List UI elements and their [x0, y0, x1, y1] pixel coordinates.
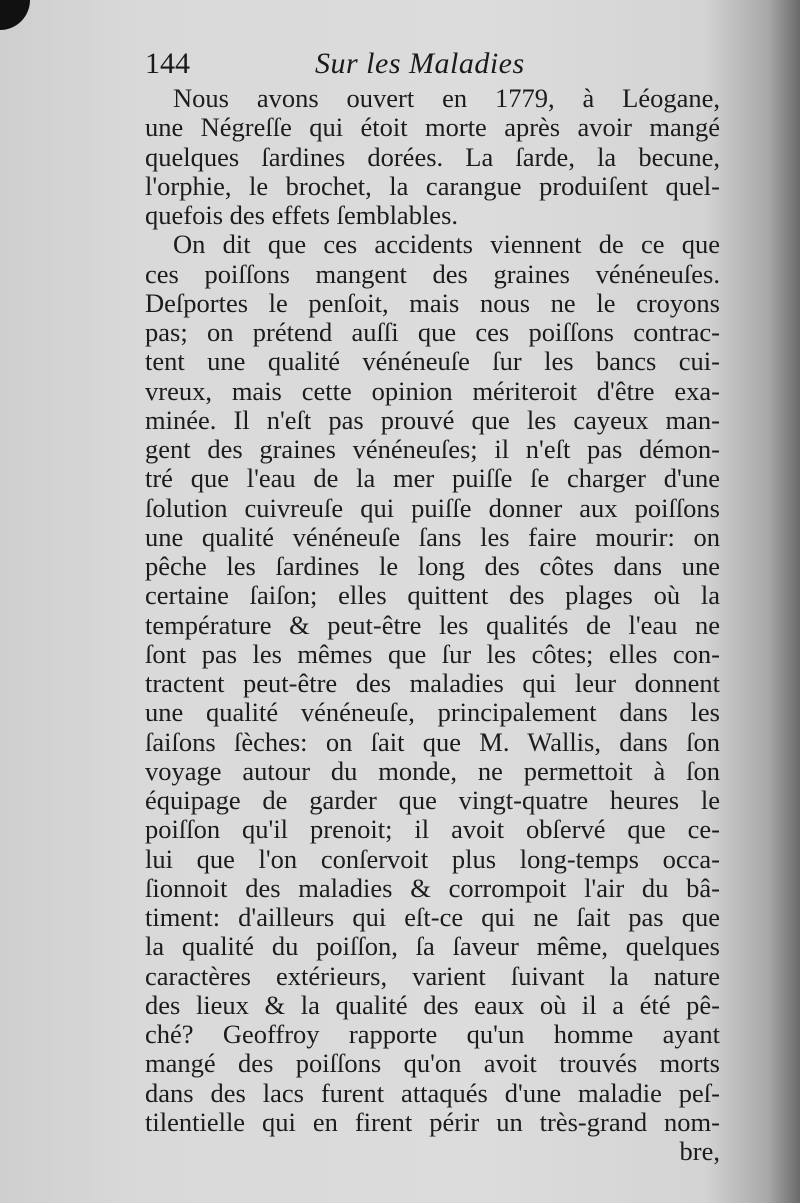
- text-line: une qualité vénéneuſe, principalement dans les: [145, 697, 720, 728]
- text-line: une qualité vénéneuſe ſans les faire mourir: on: [145, 521, 720, 552]
- text-line: pêche les ſardines le long des côtes dans une: [145, 551, 720, 581]
- text-line: ſolution cuivreuſe qui puiſſe donner aux poiſſons: [145, 492, 720, 523]
- text-line: voyage autour du monde, ne permettoit à ſon: [145, 755, 720, 786]
- text-line: l'orphie, le brochet, la carangue produiſent quel-: [145, 170, 720, 201]
- text-line: tré que l'eau de la mer puiſſe ſe charger d'une: [145, 463, 720, 494]
- catchword: bre,: [679, 1136, 720, 1166]
- text-line: mangé des poiſſons qu'on avoit trouvés morts: [145, 1048, 720, 1079]
- text-line: quefois des effets ſemblables.: [145, 200, 459, 230]
- text-line: minée. Il n'eſt pas prouvé que les cayeux man-: [145, 404, 720, 435]
- body-text: [145, 84, 720, 1166]
- text-line: timent: d'ailleurs qui eſt-ce qui ne ſait pas que: [145, 902, 720, 932]
- text-line: ſionnoit des maladies & corrompoit l'air du bâ-: [145, 872, 720, 903]
- text-line: dans des lacs furent attaqués d'une maladie peſ-: [145, 1077, 720, 1108]
- text-line: pas; on prétend auſſi que ces poiſſons contrac-: [145, 317, 720, 347]
- text-line: vreux, mais cette opinion mériteroit d'être exa-: [145, 375, 720, 406]
- text-line: une Négreſſe qui étoit morte après avoir mangé: [145, 112, 720, 143]
- text-line: température & peut-être les qualités de l'eau ne: [145, 609, 720, 640]
- text-line: ſaiſons ſèches: on ſait que M. Wallis, dans ſon: [145, 726, 720, 757]
- page-number: 144: [145, 47, 190, 80]
- text-line: tent une qualité vénéneuſe ſur les bancs cui-: [145, 346, 720, 377]
- text-line: des lieux & la qualité des eaux où il a été pê-: [145, 989, 720, 1020]
- text-line: lui que l'on conſervoit plus long-temps occa-: [145, 843, 720, 874]
- corner-shadow: [0, 0, 30, 30]
- text-line: caractères extérieurs, varient ſuivant la nature: [145, 960, 720, 991]
- text-line: gent des graines vénéneuſes; il n'eſt pas démon-: [145, 434, 720, 464]
- text-line: ché? Geoffroy rapporte qu'un homme ayant: [145, 1019, 720, 1049]
- text-line: On dit que ces accidents viennent de ce que: [173, 229, 720, 260]
- text-line: Nous avons ouvert en 1779, à Léogane,: [173, 83, 720, 113]
- running-head: [145, 44, 720, 84]
- text-line: tilentielle qui en firent périr un très-grand nom-: [145, 1106, 720, 1137]
- text-line: quelques ſardines dorées. La ſarde, la becune,: [145, 141, 720, 172]
- text-line: ſont pas les mêmes que ſur les côtes; elles con-: [145, 638, 720, 669]
- text-line: équipage de garder que vingt-quatre heures le: [145, 785, 720, 815]
- text-line: certaine ſaiſon; elles quittent des plages où la: [145, 580, 720, 611]
- text-line: la qualité du poiſſon, ſa ſaveur même, quelques: [145, 931, 720, 962]
- text-line: ces poiſſons mangent des graines vénéneuſes.: [145, 258, 720, 289]
- running-title: Sur les Maladies: [315, 47, 525, 80]
- text-line: Deſportes le penſoit, mais nous ne le croyons: [145, 287, 720, 318]
- text-line: poiſſon qu'il prenoit; il avoit obſervé que ce-: [145, 814, 720, 845]
- text-line: tractent peut-être des maladies qui leur donnent: [145, 668, 720, 698]
